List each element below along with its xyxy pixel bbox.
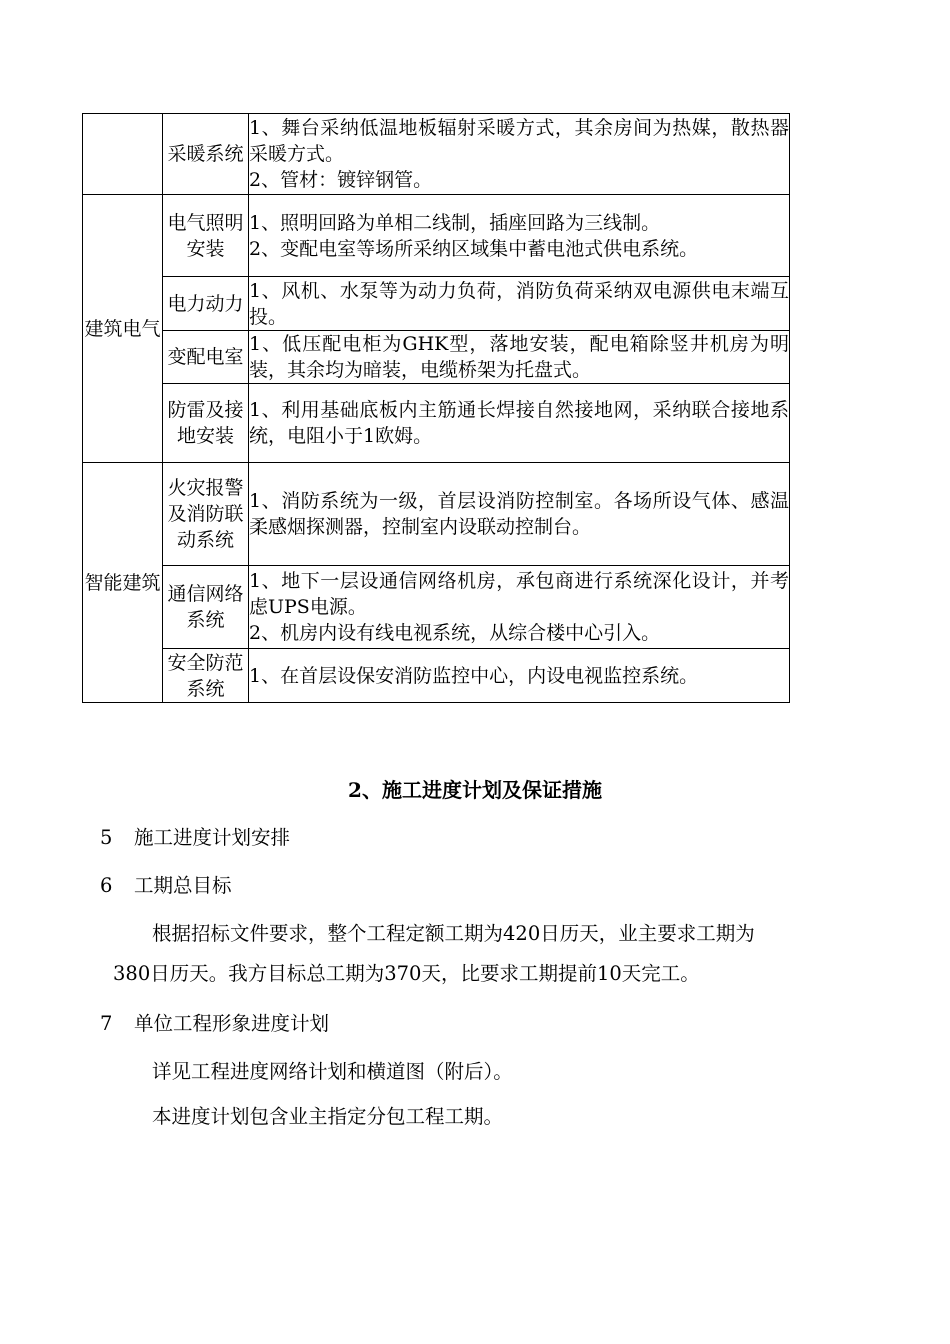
description-line: 2、变配电室等场所采纳区域集中蓄电池式供电系统。	[249, 237, 699, 260]
description-line: 1、利用基础底板内主筋通长焊接自然接地网，采纳联合接地系统，电阻小于1欧姆。	[249, 399, 789, 447]
description-line: 1、消防系统为一级，首层设消防控制室。各场所设气体、感温柔感烟探测器，控制室内设联动控制台。	[249, 490, 789, 538]
table-row	[83, 566, 790, 649]
subsystem-cell: 电力动力	[163, 277, 249, 331]
subsystem-cell: 电气照明安装	[163, 195, 249, 277]
description-line: 2、机房内设有线电视系统，从综合楼中心引入。	[249, 622, 661, 644]
description-cell	[249, 384, 790, 463]
table-row	[83, 649, 790, 703]
paragraph: 详见工程进度网络计划和横道图（附后）。	[152, 1060, 513, 1083]
subsystem-cell: 安全防范系统	[163, 649, 249, 703]
description-cell	[249, 114, 790, 195]
description-cell	[249, 649, 790, 703]
table-row	[83, 384, 790, 463]
table-row	[83, 277, 790, 331]
subsystem-cell: 变配电室	[163, 331, 249, 384]
item-number: 6	[100, 874, 113, 897]
description-line: 1、低压配电柜为GHK型，落地安装，配电箱除竖井机房为明装，其余均为暗装，电缆桥架为托盘式。	[249, 333, 789, 381]
description-cell	[249, 566, 790, 649]
subsystem-cell: 采暖系统	[163, 114, 249, 195]
table-row	[83, 463, 790, 566]
table-row	[83, 114, 790, 195]
description-cell	[249, 195, 790, 277]
list-item	[100, 872, 232, 900]
subsystem-cell: 火灾报警及消防联动系统	[163, 463, 249, 566]
subsystem-cell: 防雷及接地安装	[163, 384, 249, 463]
table-row	[83, 331, 790, 384]
description-line: 1、风机、水泵等为动力负荷，消防负荷采纳双电源供电末端互投。	[249, 279, 789, 328]
item-number: 5	[100, 826, 113, 849]
item-text: 工期总目标	[134, 874, 232, 897]
description-line: 1、在首层设保安消防监控中心，内设电视监控系统。	[249, 664, 699, 687]
description-line: 1、地下一层设通信网络机房，承包商进行系统深化设计，并考虑UPS电源。	[249, 570, 789, 618]
description-cell	[249, 277, 790, 331]
group-cell: 建筑电气	[83, 195, 163, 463]
item-text: 单位工程形象进度计划	[134, 1012, 330, 1035]
list-item	[100, 824, 290, 852]
group-cell	[83, 114, 163, 195]
table-row	[83, 195, 790, 277]
description-line: 1、舞台采纳低温地板辐射采暖方式，其余房间为热媒，散热器采暖方式。	[249, 117, 789, 165]
description-cell	[249, 463, 790, 566]
paragraph: 本进度计划包含业主指定分包工程工期。	[152, 1105, 504, 1128]
subsystem-cell: 通信网络系统	[163, 566, 249, 649]
section-title: 2、施工进度计划及保证措施	[348, 778, 602, 802]
group-cell: 智能建筑	[83, 463, 163, 703]
description-line: 2、管材：镀锌钢管。	[249, 169, 433, 191]
item-number: 7	[100, 1012, 113, 1035]
list-item	[100, 1010, 329, 1038]
spec-table	[82, 113, 790, 703]
description-line: 1、照明回路为单相二线制，插座回路为三线制。	[249, 211, 661, 234]
paragraph-line: 根据招标文件要求，整个工程定额工期为420日历天，业主要求工期为	[152, 922, 755, 945]
paragraph-line: 380日历天。我方目标总工期为370天，比要求工期提前10天完工。	[113, 962, 700, 985]
item-text: 施工进度计划安排	[134, 826, 291, 849]
description-cell	[249, 331, 790, 384]
